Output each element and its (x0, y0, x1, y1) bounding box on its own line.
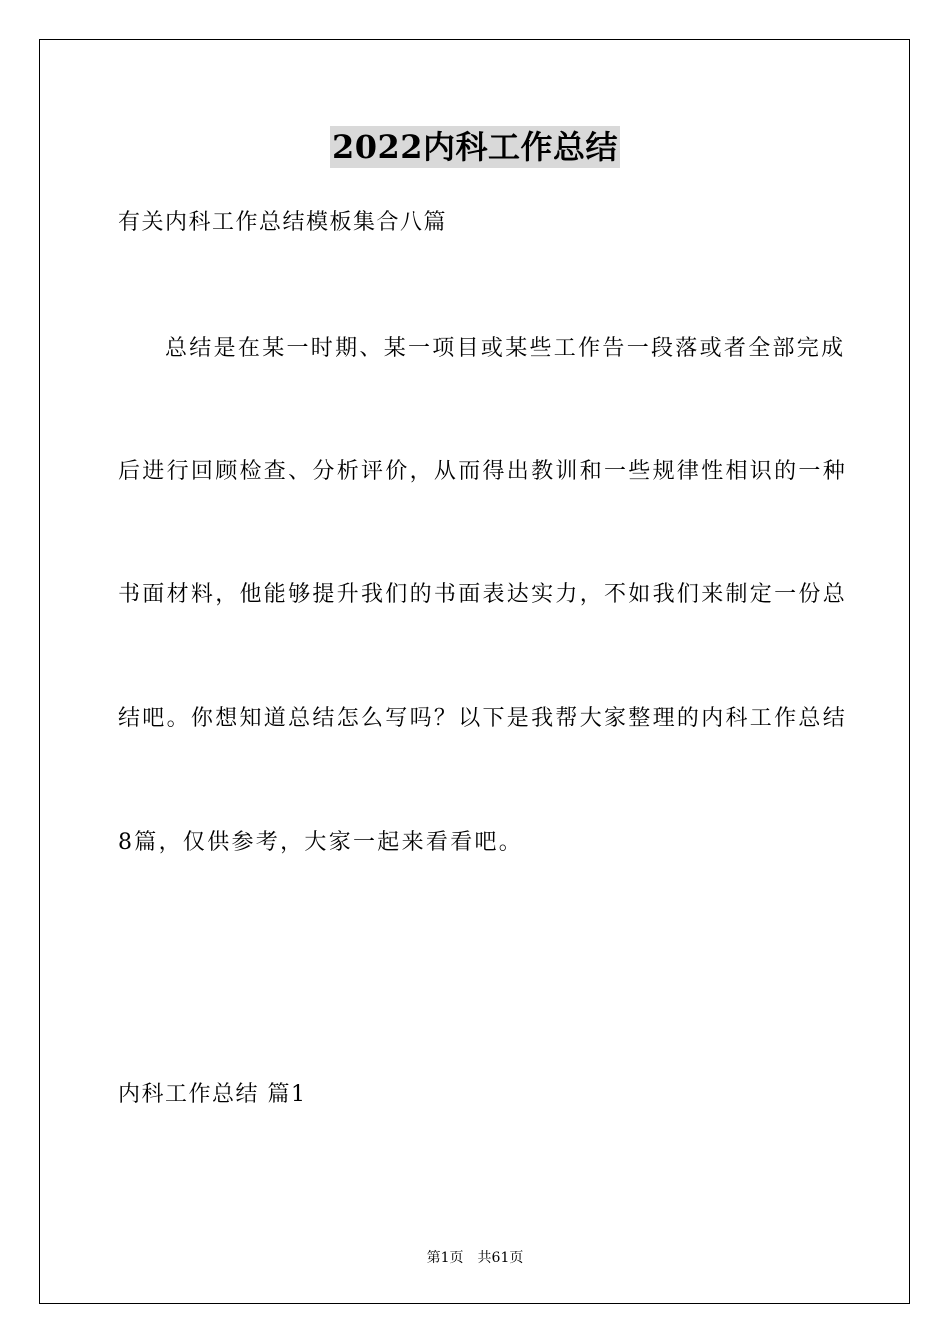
page-footer (0, 1248, 950, 1268)
paragraph-line-5: 8篇，仅供参考，大家一起来看看吧。 (118, 830, 524, 855)
page-number: 第1页 (426, 1250, 464, 1266)
paragraph-line-4: 结吧。你想知道总结怎么写吗？以下是我帮大家整理的内科工作总结 (118, 706, 848, 731)
document-subtitle: 有关内科工作总结模板集合八篇 (118, 210, 448, 235)
document-title: 2022内科工作总结 (331, 128, 619, 166)
page-total: 共61页 (477, 1250, 524, 1266)
paragraph-line-2: 后进行回顾检查、分析评价，从而得出教训和一些规律性相识的一种 (118, 459, 848, 484)
paragraph-line-3: 书面材料，他能够提升我们的书面表达实力，不如我们来制定一份总 (118, 582, 848, 607)
section-heading: 内科工作总结 篇1 (118, 1082, 307, 1107)
title-container (0, 126, 950, 168)
paragraph-line-1: 总结是在某一时期、某一项目或某些工作告一段落或者全部完成 (165, 336, 846, 361)
